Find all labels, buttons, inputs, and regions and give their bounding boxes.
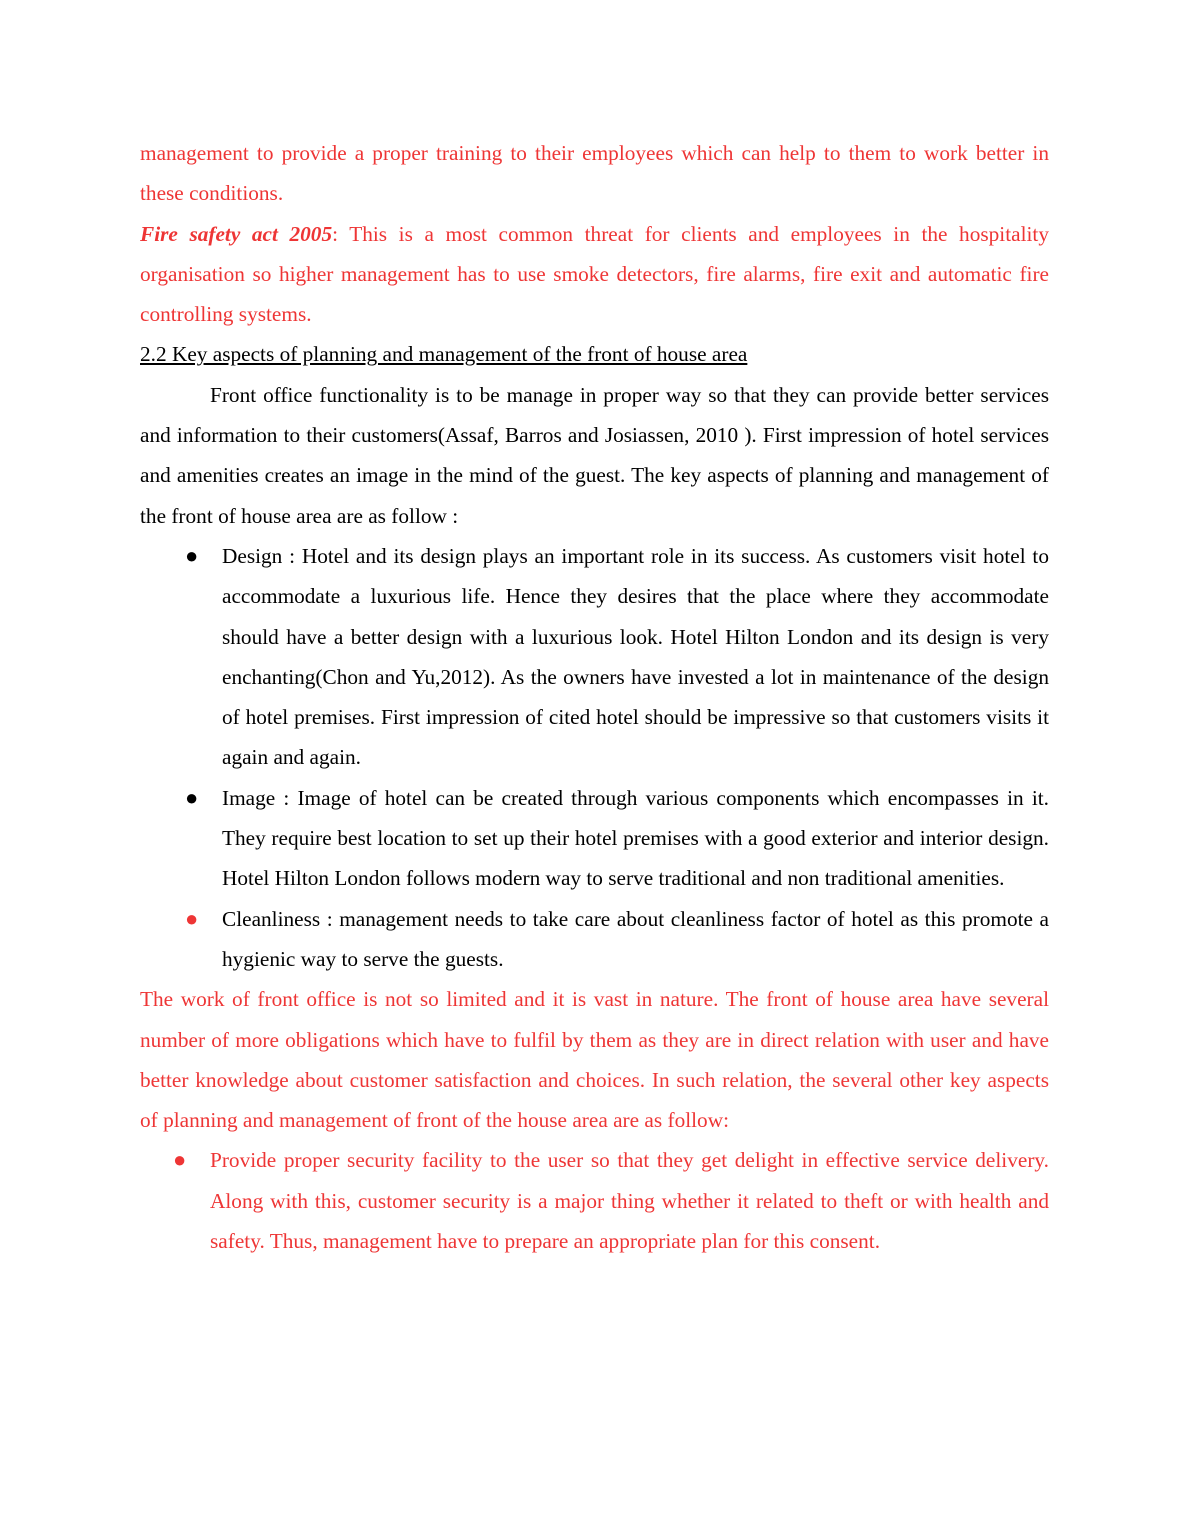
list-item-cleanliness [140, 899, 1049, 980]
list-item-image [140, 778, 1049, 899]
list-item-text: Cleanliness : management needs to take care about cleanliness factor of hotel as this promote a hygienic way to serve the guests. [222, 906, 1049, 971]
paragraph-intro: Front office functionality is to be manage in proper way so that they can provide better services and information to their customers(Assaf, Barros and Josiassen, 2010 ). First impression of hotel services and amenities creates an image in the mind of the guest. The key aspects of planning and management of the front of house area are as follow : [140, 382, 1049, 528]
bullet-icon: ● [185, 784, 199, 810]
list-item-text: Image : Image of hotel can be created through various components which encompasses in it. They require best location to set up their hotel premises with a good exterior and interior design. Hotel Hilton London follows modern way to serve traditional and non traditional amenities. [222, 785, 1049, 891]
other-aspects-list [140, 1140, 1049, 1261]
paragraph-fire-safety [140, 214, 1049, 335]
list-item-text: Design : Hotel and its design plays an important role in its success. As customers visit hotel to accommodate a luxurious life. Hence they desires that the place where they accommodate should have a better design with a luxurious look. Hotel Hilton London and its design is very enchanting(Chon and Yu,2012). As the owners have invested a lot in maintenance of the design of hotel premises. First impression of cited hotel should be impressive so that customers visits it again and again. [222, 543, 1049, 770]
list-item-text: Provide proper security facility to the user so that they get delight in effective service delivery. Along with this, customer security is a major thing whether it related to theft or with health and safety. Thus, management have to prepare an appropriate plan for this consent. [210, 1148, 1049, 1254]
fire-safety-title: Fire safety act 2005 [140, 221, 333, 246]
bullet-icon: ● [185, 905, 199, 931]
paragraph-front-office-work: The work of front office is not so limited and it is vast in nature. The front of house area have several number of more obligations which have to fulfil by them as they are in direct relation with user and have better knowledge about customer satisfaction and choices. In such relation, the several other key aspects of planning and management of front of the house area are as follow: [140, 987, 1049, 1133]
key-aspects-list [140, 536, 1049, 979]
list-item-design [140, 536, 1049, 778]
paragraph-training: management to provide a proper training to their employees which can help to them to work better in these conditions. [140, 141, 1049, 206]
bullet-icon: ● [173, 1147, 187, 1173]
list-item-security [140, 1140, 1049, 1261]
section-heading: 2.2 Key aspects of planning and management of the front of house area [140, 342, 748, 367]
document-page [140, 133, 1049, 1261]
fire-safety-text: : This is a most common threat for clients and employees in the hospitality organisation so higher management has to use smoke detectors, fire alarms, fire exit and automatic fire controlling systems. [140, 221, 1049, 327]
bullet-icon: ● [185, 542, 199, 568]
